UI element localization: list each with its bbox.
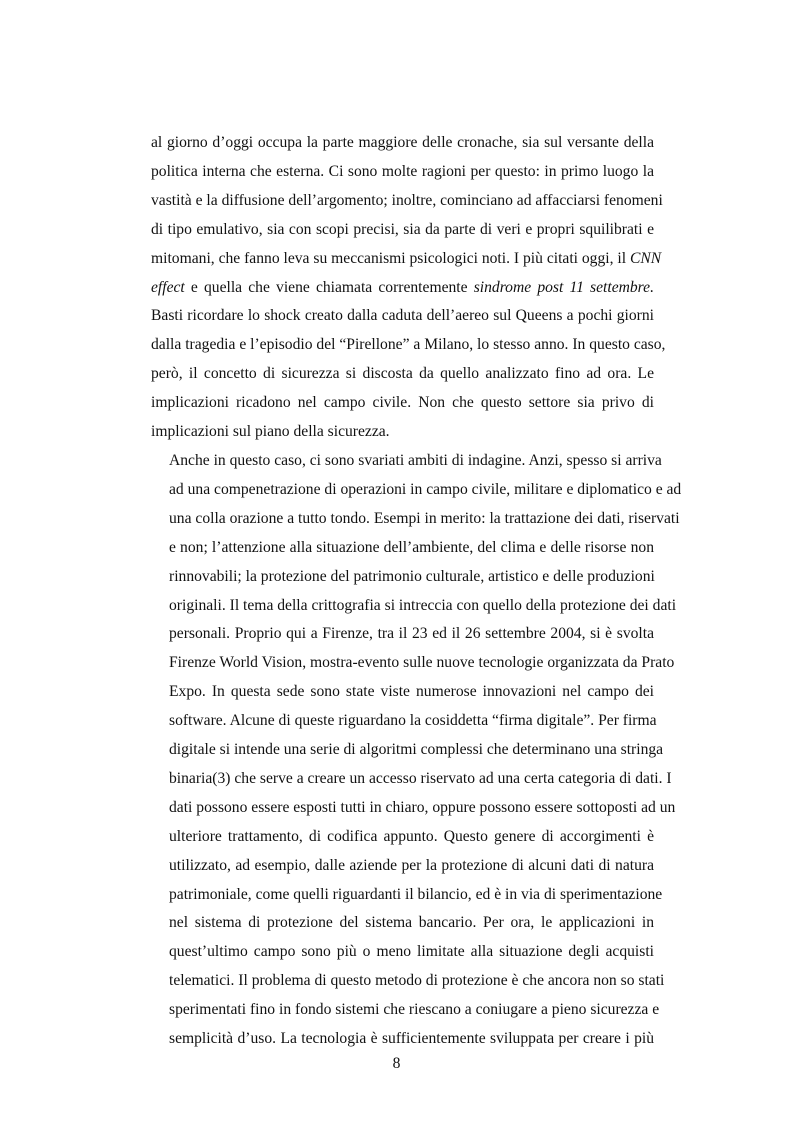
- text-line: patrimoniale, come quelli riguardanti il bilancio, ed è in via di sperimentazione: [169, 885, 663, 903]
- text-line: utilizzato, ad esempio, dalle aziende per la protezione di alcuni dati di natura: [169, 856, 654, 874]
- text-line: dati possono essere esposti tutti in chiaro, oppure possono essere sottoposti ad un: [169, 798, 676, 816]
- text-line: e non; l’attenzione alla situazione dell’ambiente, del clima e delle risorse non: [169, 538, 654, 556]
- text-line: dalla tragedia e l’episodio del “Pirellone” a Milano, lo stesso anno. In questo caso,: [151, 336, 666, 354]
- text-line: nel sistema di protezione del sistema bancario. Per ora, le applicazioni in: [169, 914, 654, 932]
- page-number: 8: [392, 1055, 401, 1072]
- text-line: ad una compenetrazione di operazioni in campo civile, militare e diplomatico e ad: [169, 480, 682, 498]
- text-line: Basti ricordare lo shock creato dalla caduta dell’aereo sul Queens a pochi giorni: [151, 307, 654, 325]
- text-line: al giorno d’oggi occupa la parte maggiore delle cronache, sia sul versante della: [151, 134, 654, 151]
- text-line: una colla orazione a tutto tondo. Esempi in merito: la trattazione dei dati, riservati: [169, 509, 680, 527]
- text-line: Anche in questo caso, ci sono svariati ambiti di indagine. Anzi, spesso si arriva: [169, 451, 662, 469]
- body-text: [151, 129, 682, 1054]
- text-line: sperimentati fino in fondo sistemi che riescano a coniugare a pieno sicurezza e: [169, 1001, 660, 1019]
- text-line: implicazioni ricadono nel campo civile. Non che questo settore sia privo di: [151, 394, 654, 412]
- paragraph: [151, 129, 666, 447]
- text-line: mitomani, che fanno leva su meccanismi psicologici noti. I più citati oggi, il CNN: [151, 249, 662, 267]
- text-line: telematici. Il problema di questo metodo di protezione è che ancora non so stati: [169, 972, 665, 990]
- text-line: binaria(3) che serve a creare un accesso riservato ad una certa categoria di dati. I: [169, 769, 672, 787]
- text-line: digitale si intende una serie di algoritmi complessi che determinano una stringa: [169, 741, 664, 759]
- text-line: personali. Proprio qui a Firenze, tra il 23 ed il 26 settembre 2004, si è svolta: [169, 625, 654, 643]
- text-line: semplicità d’uso. La tecnologia è sufficientemente sviluppata per creare i più: [169, 1030, 654, 1048]
- text-line: implicazioni sul piano della sicurezza.: [151, 423, 390, 441]
- text-line: quest’ultimo campo sono più o meno limitate alla situazione degli acquisti: [169, 943, 654, 961]
- text-line: software. Alcune di queste riguardano la cosiddetta “firma digitale”. Per firma: [169, 712, 657, 730]
- text-line: di tipo emulativo, sia con scopi precisi, sia da parte di veri e propri squilibrati e: [151, 220, 654, 238]
- text-line: però, il concetto di sicurezza si discosta da quello analizzato fino ad ora. Le: [151, 365, 654, 383]
- text-line: vastità e la diffusione dell’argomento; inoltre, cominciano ad affacciarsi fenomeni: [151, 191, 663, 209]
- text-line: rinnovabili; la protezione del patrimonio culturale, artistico e delle produzioni: [169, 567, 655, 585]
- text-line: politica interna che esterna. Ci sono molte ragioni per questo: in primo luogo la: [151, 162, 654, 180]
- text-line: originali. Il tema della crittografia si intreccia con quello della protezione dei dati: [169, 596, 677, 614]
- text-line: Firenze World Vision, mostra-evento sulle nuove tecnologie organizzata da Prato: [169, 654, 675, 672]
- paragraph: [151, 447, 682, 1054]
- text-line: ulteriore trattamento, di codifica appunto. Questo genere di accorgimenti è: [169, 827, 654, 845]
- text-line: effect e quella che viene chiamata correntemente sindrome post 11 settembre.: [151, 278, 654, 296]
- text-line: Expo. In questa sede sono state viste numerose innovazioni nel campo dei: [169, 683, 654, 701]
